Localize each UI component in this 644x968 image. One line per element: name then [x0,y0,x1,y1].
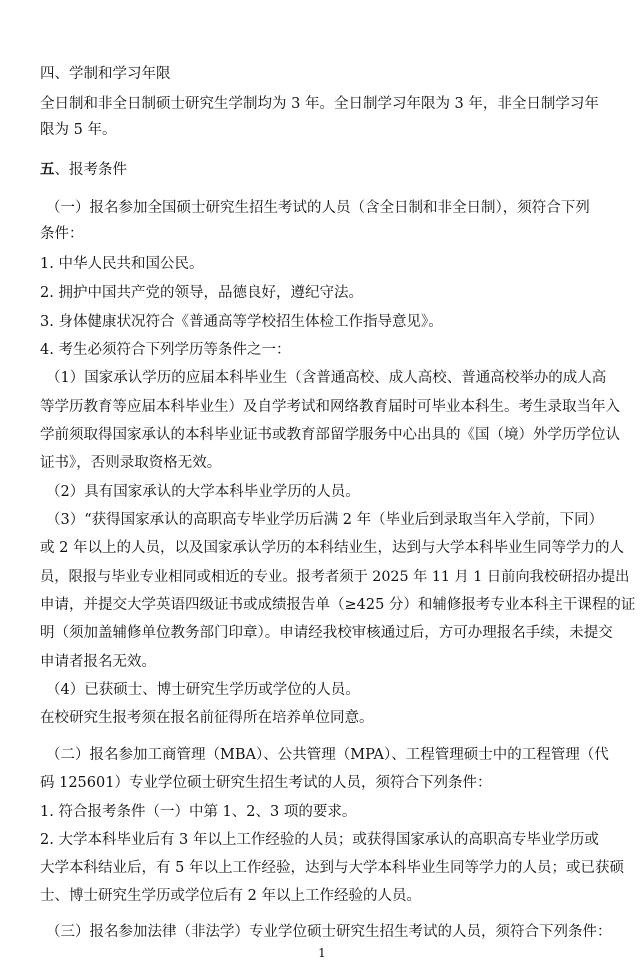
list-item: 1. 符合报考条件（一）中第 1、2、3 项的要求。 [40,804,357,820]
paragraph-line: 或 2 年以上的人员，以及国家承认学历的本科结业生，达到与大学本科毕业生同等学力的人 [40,540,624,556]
list-item: 2. 大学本科毕业后有 3 年以上工作经验的人员；或获得国家承认的高职高专毕业学历或 [40,832,599,848]
paragraph-line: 申请，并提交大学英语四级证书或成绩报告单（≥425 分）和辅修报考专业本科主干课程的证 [40,597,636,613]
paragraph-line: （二）报名参加工商管理（MBA）、公共管理（MPA）、工程管理硕士中的工程管理（代 [46,747,609,763]
paragraph-line: 码 125601）专业学位硕士研究生招生考试的人员，须符合下列条件： [40,775,492,791]
section-4-heading: 四、学制和学习年限 [40,66,171,82]
page-number: 1 [318,946,326,960]
paragraph-line: 学前须取得国家承认的本科毕业证书或教育部留学服务中心出具的《国（境）外学历学位认 [40,427,620,443]
paragraph-line: （1）国家承认学历的应届本科毕业生（含普通高校、成人高校、普通高校举办的成人高 [46,370,607,386]
paragraph-line: 条件： [40,226,84,242]
paragraph-line: 明（须加盖辅修单位教务部门印章）。申请经我校审核通过后，方可办理报名手续，未提交 [40,625,613,641]
list-item: 3. 身体健康状况符合《普通高等学校招生体检工作指导意见》。 [40,314,443,330]
paragraph-line: （三）报名参加法律（非法学）专业学位硕士研究生招生考试的人员，须符合下列条件： [46,924,612,940]
paragraph-line: （4）已获硕士、博士研究生学历或学位的人员。 [46,682,360,698]
paragraph-line: 全日制和非全日制硕士研究生学制均为 3 年。全日制学习年限为 3 年，非全日制学习年 [40,96,599,112]
paragraph-line: 等学历教育等应届本科毕业生）及自学考试和网络教育届时可毕业本科生。考生录取当年入 [40,399,620,415]
paragraph-line: 限为 5 年。 [40,122,117,138]
list-item: 4. 考生必须符合下列学历等条件之一： [40,342,291,358]
section-5-heading-text: 、报考条件 [54,162,127,178]
paragraph-line: 员，限报与毕业专业相同或相近的专业。报考者须于 2025 年 11 月 1 日前向我校研招办提出 [40,569,630,585]
paragraph-line: （2）具有国家承认的大学本科毕业学历的人员。 [46,484,360,500]
paragraph-line: 证书》，否则录取资格无效。 [40,455,222,471]
list-item: 1. 中华人民共和国公民。 [40,256,204,272]
section-5-heading [40,160,127,180]
paragraph-line: 在校研究生报考须在报名前征得所在培养单位同意。 [40,710,374,726]
paragraph-line: 士、博士研究生学历或学位后有 2 年以上工作经验的人员。 [40,888,421,904]
paragraph-line: 申请者报名无效。 [40,654,156,670]
paragraph-line: （一）报名参加全国硕士研究生招生考试的人员（含全日制和非全日制），须符合下列 [46,200,590,216]
list-item: 2. 拥护中国共产党的领导，品德良好，遵纪守法。 [40,285,363,301]
section-5-heading-number: 五 [40,162,55,178]
paragraph-line: （3）“获得国家承认的高职高专毕业学历后满 2 年（毕业后到录取当年入学前，下同） [46,512,604,528]
paragraph-line: 大学本科结业后，有 5 年以上工作经验，达到与大学本科毕业生同等学力的人员；或已获硕 [40,860,624,876]
